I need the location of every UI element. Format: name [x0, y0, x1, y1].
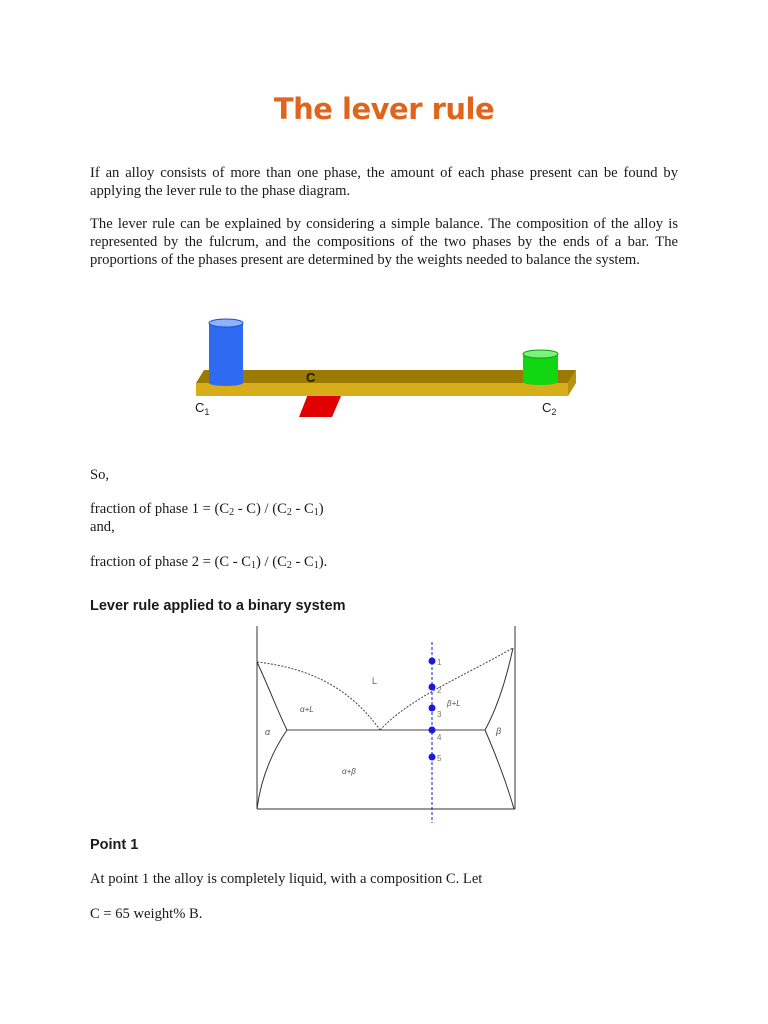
right-weight-top	[523, 350, 558, 358]
c2-label: $C_2$	[542, 400, 557, 417]
solvus-right	[485, 730, 514, 809]
so-text: So,	[90, 467, 110, 483]
point-3-label: 3	[437, 710, 442, 719]
solvus-left	[257, 730, 287, 809]
region-liquid-label: L	[372, 676, 378, 686]
formula-phase-1: fraction of phase $1 = (C_2 - C) / (C_2 - C_1)$	[90, 501, 324, 518]
left-weight-body	[209, 323, 243, 383]
region-alpha-label: α	[265, 727, 271, 737]
region-alpha-beta-label: α+β	[342, 767, 356, 776]
formula-phase-2: fraction of phase $2 = (C - C_1) / (C_2 - C_1)$.	[90, 554, 328, 571]
and-text: and,	[90, 519, 115, 535]
point-1-description: At point 1 the alloy is completely liquid, with a composition C. Let	[90, 871, 483, 887]
left-weight-bottom	[209, 380, 243, 386]
point-1-marker	[429, 658, 436, 665]
right-weight-bottom	[523, 379, 558, 385]
solidus-left	[257, 662, 287, 730]
region-beta-liquid-label: β+L	[447, 699, 461, 708]
point-1-heading: Point 1	[90, 837, 139, 853]
point-4-label: 4	[437, 733, 442, 742]
liquidus-right	[380, 648, 513, 730]
point-2-marker	[429, 684, 436, 691]
point-3-marker	[429, 705, 436, 712]
point-5-label: 5	[437, 754, 442, 763]
liquidus-left	[257, 662, 380, 730]
fulcrum-label: C	[306, 370, 316, 385]
intro-paragraph: If an alloy consists of more than one phase, the amount of each phase present can be found by applying the lever rule to the phase diagram.	[90, 165, 678, 199]
c1-label: $C_1$	[195, 400, 210, 417]
point-1-composition: C = 65 weight% B.	[90, 906, 203, 922]
region-beta-label: β	[496, 726, 502, 736]
phase-diagram	[250, 620, 520, 825]
point-1-label: 1	[437, 658, 442, 667]
binary-system-heading: Lever rule applied to a binary system	[90, 598, 346, 614]
balance-explanation-paragraph: The lever rule can be explained by considering a simple balance. The composition of the alloy is represented by the fulcrum, and the compositions of the two phases by the ends of a bar. The proportions of the phases present are determined by the weights needed to balance the system.	[90, 216, 678, 268]
point-5-marker	[429, 754, 436, 761]
bar-front-face	[196, 383, 568, 396]
point-4-marker	[429, 727, 436, 734]
solidus-right	[485, 648, 513, 730]
page-title: The lever rule	[273, 92, 495, 126]
left-weight-top	[209, 319, 243, 327]
balance-figure	[188, 305, 588, 420]
region-alpha-liquid-label: α+L	[300, 705, 314, 714]
bar-top-face	[196, 370, 576, 383]
point-2-label: 2	[437, 686, 442, 695]
